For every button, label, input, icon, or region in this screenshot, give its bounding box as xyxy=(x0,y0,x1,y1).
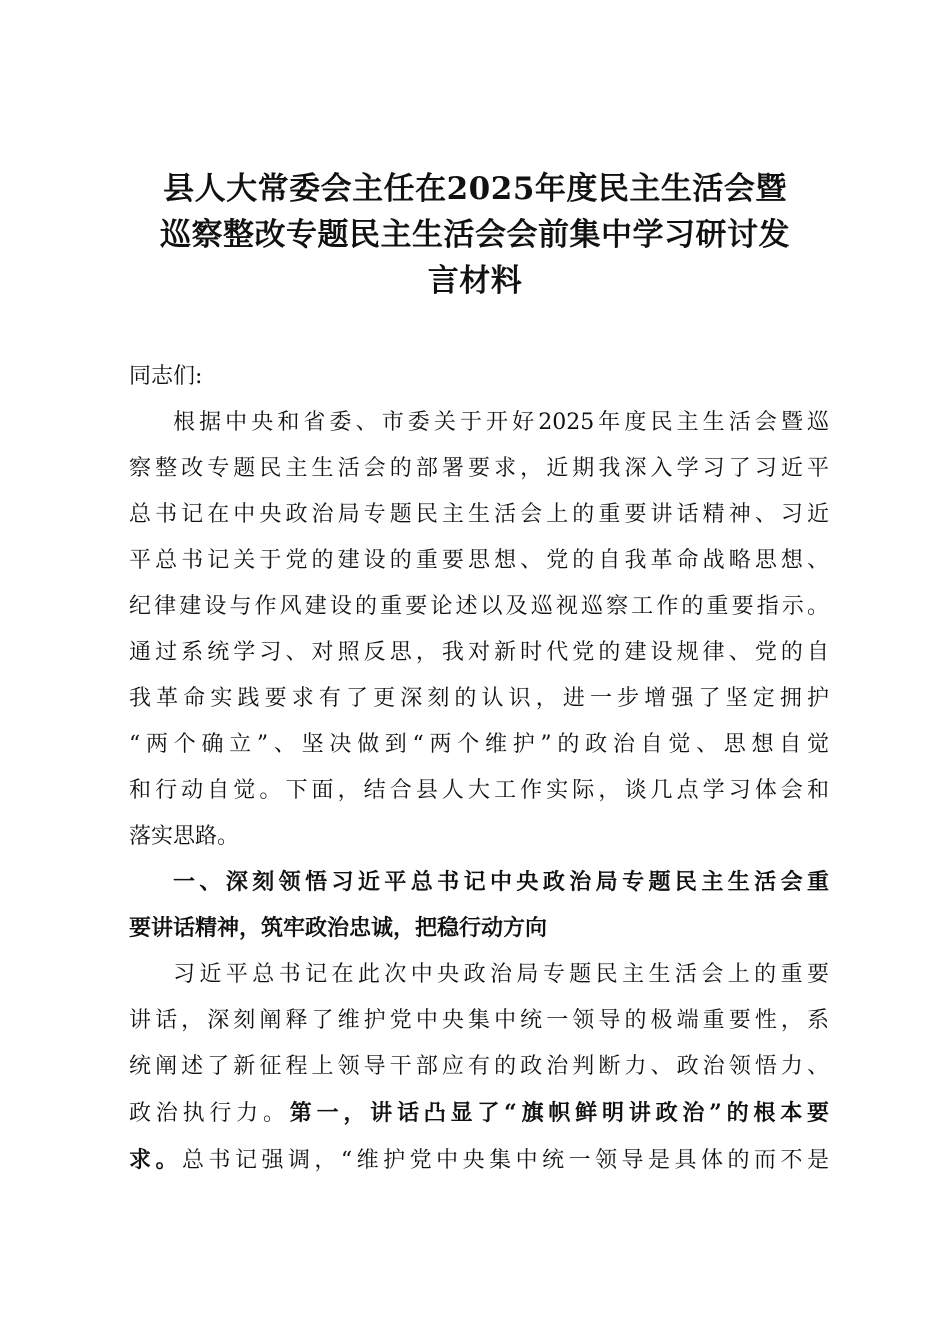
text-line: 落实思路。 xyxy=(129,824,240,849)
text-line-mixed xyxy=(129,1090,829,1137)
title-line: 言材料 xyxy=(427,263,523,299)
document-body xyxy=(129,354,829,1184)
text-line: 察整改专题民主生活会的部署要求，近期我深入学习了习近平 xyxy=(129,456,829,481)
paragraph-intro xyxy=(129,400,829,860)
bold-emphasis: 求。 xyxy=(129,1147,182,1173)
text-line: 平总书记关于党的建设的重要思想、党的自我革命战略思想、 xyxy=(129,548,829,573)
text-line: 我革命实践要求有了更深刻的认识，进一步增强了坚定拥护 xyxy=(129,686,829,711)
heading-line: 要讲话精神，筑牢政治忠诚，把稳行动方向 xyxy=(129,916,548,941)
text-line: “两个确立”、坚决做到“两个维护”的政治自觉、思想自觉 xyxy=(129,732,829,757)
text-line: 和行动自觉。下面，结合县人大工作实际，谈几点学习体会和 xyxy=(129,778,829,803)
text-line: 纪律建设与作风建设的重要论述以及巡视巡察工作的重要指示。 xyxy=(129,594,829,619)
heading-line: 一、深刻领悟习近平总书记中央政治局专题民主生活会重 xyxy=(173,870,829,895)
title-line: 巡察整改专题民主生活会会前集中学习研讨发 xyxy=(160,217,790,253)
text-line: 统阐述了新征程上领导干部应有的政治判断力、政治领悟力、 xyxy=(129,1054,829,1079)
title-line: 县人大常委会主任在2025年度民主生活会暨 xyxy=(163,171,787,207)
bold-emphasis: 第一，讲话凸显了“旗帜鲜明讲政治”的根本要 xyxy=(289,1100,829,1126)
document-title xyxy=(100,166,850,304)
salutation: 同志们: xyxy=(129,364,203,389)
text-line: 根据中央和省委、市委关于开好2025年度民主生活会暨巡 xyxy=(173,410,829,435)
plain-text: 总书记强调，“维护党中央集中统一领导是具体的而不是 xyxy=(181,1148,829,1173)
paragraph-section-1 xyxy=(129,952,829,1184)
section-heading-1 xyxy=(129,860,829,952)
text-line: 习近平总书记在此次中央政治局专题民主生活会上的重要 xyxy=(173,962,829,987)
text-line: 总书记在中央政治局专题民主生活会上的重要讲话精神、习近 xyxy=(129,502,829,527)
text-line: 通过系统学习、对照反思，我对新时代党的建设规律、党的自 xyxy=(129,640,829,665)
text-line-mixed xyxy=(129,1137,829,1184)
text-line: 讲话，深刻阐释了维护党中央集中统一领导的极端重要性，系 xyxy=(129,1008,829,1033)
plain-text: 政治执行力。 xyxy=(129,1101,290,1126)
